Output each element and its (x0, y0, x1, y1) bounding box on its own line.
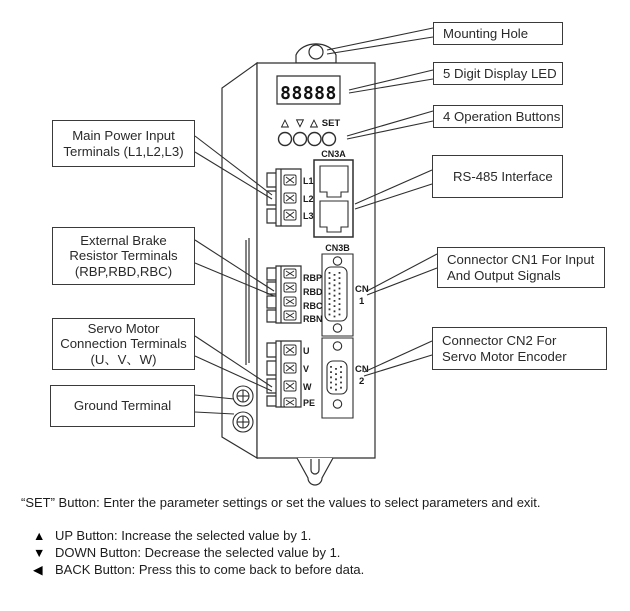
terminal-label-pe: PE (303, 398, 316, 408)
operation-button (294, 133, 307, 146)
cn1-label: CN (355, 284, 369, 295)
cn1-number: 1 (359, 296, 365, 307)
callout-text: (U、V、W) (90, 351, 157, 367)
callout-text: Servo Motor Encoder (442, 348, 567, 364)
terminal-label-l1: L1 (303, 176, 314, 186)
callout-text: 5 Digit Display LED (443, 65, 557, 81)
cn3a-connector (314, 160, 353, 237)
callout-text: (RBP,RBD,RBC) (74, 263, 173, 279)
back-triangle-icon: ◀ (33, 563, 43, 577)
up-button-note (33, 528, 311, 543)
note-text: BACK Button: Press this to come back to before data. (55, 562, 365, 577)
terminal-label-rbd: RBD (303, 287, 323, 297)
callout-text: Main Power Input (72, 127, 175, 143)
plate-screw (333, 257, 341, 265)
callout-rs485 (432, 155, 563, 198)
set-label: SET (321, 118, 341, 129)
cn3a-label: CN3A (321, 149, 346, 159)
callout-text: Resistor Terminals (69, 248, 178, 264)
terminal-label-w: W (303, 382, 312, 392)
callout-text: Servo Motor (87, 320, 160, 336)
terminal-label-v: V (303, 364, 310, 374)
callout-display-led (433, 62, 563, 85)
terminal-label-l3: L3 (303, 211, 314, 221)
callout-text: And Output Signals (447, 267, 561, 283)
terminal-label-u: U (303, 346, 310, 356)
cn3b-label: CN3B (325, 243, 350, 253)
callout-text: Connection Terminals (60, 336, 187, 352)
callout-cn1 (437, 247, 605, 288)
callout-text: Mounting Hole (443, 25, 529, 41)
down-triangle-icon: ▼ (33, 545, 46, 560)
callout-main-power (52, 120, 195, 167)
led-display-digits: 88888 (280, 83, 337, 104)
callout-operation-buttons (433, 105, 563, 128)
callout-cn2 (432, 327, 607, 370)
cn2-number: 2 (359, 376, 365, 387)
plate-screw (333, 324, 341, 332)
terminal-label-rbc: RBC (303, 301, 323, 311)
terminal-label-rbp: RBP (303, 273, 323, 283)
callout-text: Connector CN2 For (442, 332, 557, 348)
plate-screw (333, 400, 341, 408)
note-text: UP Button: Increase the selected value by 1. (55, 528, 312, 543)
down-button-note (33, 545, 340, 560)
plate-screw (333, 342, 341, 350)
operation-button (308, 133, 321, 146)
operation-button (279, 133, 292, 146)
down-symbol: ▽ (296, 118, 304, 129)
callout-brake-resistor (52, 227, 195, 285)
callout-text: RS-485 Interface (453, 168, 553, 184)
callout-text: Connector CN1 For Input (447, 251, 595, 267)
callout-text: Ground Terminal (73, 398, 172, 414)
cn2-label: CN (355, 364, 369, 375)
operation-button (323, 133, 336, 146)
terminal-label-rbn: RBN (303, 314, 323, 324)
cn1-dsub (325, 267, 347, 321)
back-button-note (33, 562, 364, 577)
callout-text: Terminals (L1,L2,L3) (63, 143, 184, 159)
bottom-tab (297, 458, 333, 485)
mounting-hole-circle (309, 45, 323, 59)
set-button-note: “SET” Button: Enter the parameter settings or set the values to select parameters and exit. (21, 495, 541, 510)
up-symbol: △ (281, 118, 289, 129)
back-symbol: △ (310, 118, 318, 129)
cn2-dsub (327, 361, 347, 394)
terminal-label-l2: L2 (303, 194, 314, 204)
callout-text: 4 Operation Buttons (443, 108, 561, 124)
note-text: DOWN Button: Decrease the selected value by 1. (55, 545, 341, 560)
up-triangle-icon: ▲ (33, 528, 46, 543)
callout-text: External Brake (80, 232, 167, 248)
callout-mounting-hole (433, 22, 563, 45)
callout-ground-terminal (50, 385, 195, 427)
callout-servo-motor (52, 318, 195, 370)
